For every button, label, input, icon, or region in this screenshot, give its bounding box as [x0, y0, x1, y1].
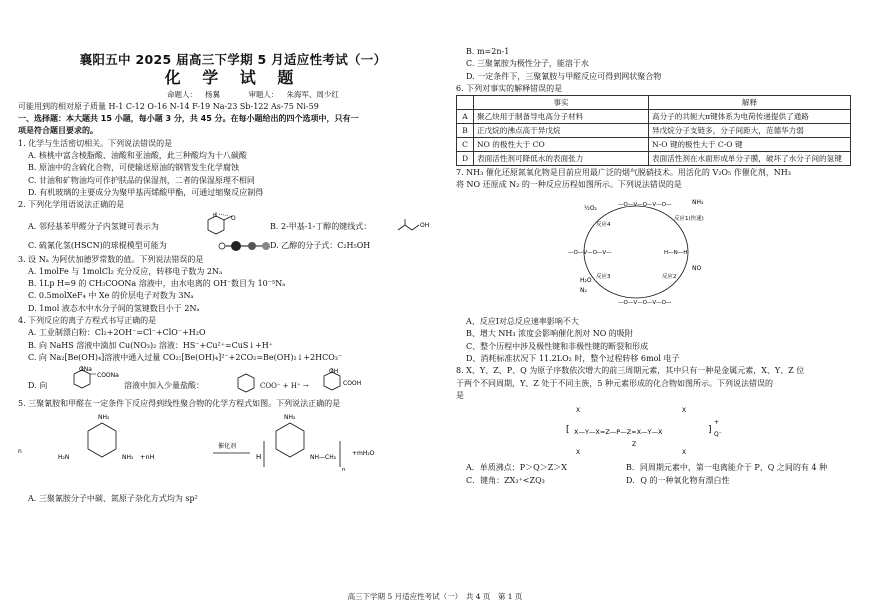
- q5-catalyst-label: 催化剂: [218, 442, 237, 450]
- atomic-masses: 可能用到的相对原子质量 H-1 C-12 O-16 N-14 F-19 Na-23 Sb-122 As-75 Ni-59: [18, 101, 319, 111]
- q8-option-d: D．Q 的一种氧化物有漂白性: [626, 476, 730, 486]
- no-label: NO: [692, 264, 702, 272]
- svg-text:Q⁻: Q⁻: [714, 431, 722, 439]
- q5-option-c: C. 三聚氰胺为极性分子，能溶于水: [466, 59, 589, 69]
- q8-options: [456, 462, 856, 490]
- svg-text:NH₂: NH₂: [122, 453, 134, 461]
- svg-text:NH₂: NH₂: [284, 413, 296, 421]
- o2-label: ½O₂: [584, 204, 597, 212]
- q5-n1: n: [18, 447, 22, 455]
- left-column: [18, 0, 448, 505]
- q7-stem-cont: 将 NO 还原成 N₂ 的一种反应历程如图所示。下列说法错误的是: [456, 180, 682, 190]
- melamine-polymer-equation: [18, 411, 448, 489]
- h2o-label: H₂O: [580, 276, 592, 284]
- q2-option-c: C. 硫氰化氢(HSCN)的球棍模型可能为: [28, 240, 167, 250]
- q1-option-b: B. 原油中的含硫化合物，可使输送原油的钢管发生化学腐蚀: [28, 163, 239, 173]
- svg-text:OH: OH: [420, 221, 430, 229]
- subject-title: 化 学 试 题: [164, 68, 302, 88]
- svg-text:O: O: [231, 214, 236, 222]
- header-explanation: 解释: [649, 96, 851, 110]
- svg-text:]: ]: [708, 425, 712, 436]
- q3-option-a: A. 1molFe 与 1molCl₂ 充分反应，转移电子数为 2Nₐ: [28, 266, 223, 276]
- skeletal-formula-2-methyl-butanol: [396, 216, 436, 236]
- svg-text:X: X: [682, 449, 687, 457]
- q8-option-c: C．键角：ZX₃⁺<ZQ₃: [466, 476, 545, 486]
- q8-stem: 8. X、Y、Z、P、Q 为原子序数依次增大的前三周期元素，其中只有一种是金属元素，X、Y、Z 位: [456, 366, 805, 376]
- q7-stem: 7. NH₃ 催化还原氮氧化物是目前应用最广泛的烟气脱硝技术。用活化的 V₂O₅ 作催化剂，NH₃: [456, 168, 791, 178]
- q8-stem-end: 是: [456, 390, 464, 400]
- q1-option-c: C. 甘油和矿物油均可作护肤品的保湿剂，二者的保湿原理不相同: [28, 175, 255, 185]
- q8-stem-cont: 于两个不同周期，Y、Z 处于不同主族，5 种元素形成的化合物如图所示。下列说法错误的: [456, 378, 774, 388]
- q4-oh-label: OH: [329, 368, 339, 376]
- table-header-row: [457, 96, 851, 110]
- q5-option-b: B. m=2n-1: [466, 47, 510, 56]
- authors-line: [58, 89, 448, 101]
- q2-option-d: D. 乙醇的分子式：C₂H₅OH: [270, 240, 371, 250]
- section-head: 一、选择题：本大题共 15 小题，每小题 3 分，共 45 分。在每小题给出的四个选项中，只有一: [18, 114, 359, 124]
- q7-option-b: B、增大 NH₃ 浓度会影响催化剂对 NO 的吸附: [466, 329, 633, 339]
- svg-text:H₂N: H₂N: [58, 453, 70, 461]
- q8-compound-structure: [456, 402, 856, 458]
- q2-option-a: A. 邻羟基苯甲醛分子内氢键可表示为: [28, 221, 159, 231]
- q3-option-d: D. 1mol 液态水中水分子间的氢键数目小于 2Nₐ: [28, 303, 200, 313]
- svg-text:X—Y—X=Z—P—Z=X—Y—X: X—Y—X=Z—P—Z=X—Y—X: [574, 428, 663, 437]
- reaction-1-label: 反应1(快速): [674, 215, 704, 222]
- q4-option-d: [18, 364, 448, 398]
- q1-stem: 1. 化学与生活密切相关。下列说法错误的是: [18, 138, 173, 148]
- q4-d-middle: 溶液中加入少量盐酸：: [124, 381, 204, 391]
- svg-text:+: +: [714, 419, 720, 427]
- author-name: 杨翼: [205, 89, 221, 99]
- svg-text:X: X: [576, 407, 581, 415]
- q7-option-a: A、反应Ⅰ对总反应速率影响不大: [466, 317, 579, 327]
- q5-water-label: +mH₂O: [352, 449, 375, 457]
- q2-option-b: B. 2-甲基-1-丁醇的键线式：: [270, 221, 372, 231]
- q8-option-a: A．单质沸点：P＞Q＞Z＞X: [466, 463, 567, 473]
- q1-option-a: A. 核桃中富含棱脂酸、油酸和亚油酸，此三种酸均为十八碳酸: [28, 151, 247, 161]
- sodium-phenoxide-benzoate-structure: [60, 364, 120, 396]
- phenoxide-ring-structure: [232, 370, 260, 396]
- q1-option-d: D. 有机玻璃的主要成分为聚甲基丙烯酸甲酯，可通过缩聚反应制得: [28, 187, 264, 197]
- nh3-label: NH₃: [692, 198, 704, 206]
- table-row: C NO 的极性大于 CO N-O 键的极性大于 C-O 键: [457, 138, 851, 152]
- table-row: B 正戊烷的沸点高于异戊烷 异戊烷分子支链多，分子间距大，范德华力弱: [457, 124, 851, 138]
- q4-ona-label: ONa: [79, 366, 92, 374]
- intramolecular-hbond-structure: [196, 212, 244, 238]
- q7-option-c: C、整个历程中涉及极性键和非极性键的断裂和形成: [466, 341, 649, 351]
- svg-text:X: X: [682, 407, 687, 415]
- table-row: A 聚乙炔用于制备导电高分子材料 高分子的共轭大π键体系为电荷传递提供了通路: [457, 110, 851, 124]
- q3-option-b: B. 1Lp H=9 的 CH₃COONa 溶液中，由水电离的 OH⁻数目为 10⁻⁵Nₐ: [28, 279, 286, 289]
- svg-text:Z: Z: [632, 441, 637, 449]
- reaction-2-label: 反应2: [662, 273, 677, 280]
- header-fact: 事实: [474, 96, 649, 110]
- svg-text:NH₂: NH₂: [98, 413, 110, 421]
- q2-stem: 2. 下列化学用语说法正确的是: [18, 200, 125, 210]
- svg-text:X: X: [576, 449, 581, 457]
- reaction-cycle-diagram: [456, 192, 856, 312]
- q4-stem: 4. 下列反应的离子方程式书写正确的是: [18, 316, 157, 326]
- q4-option-c: C. 向 Na₂[Be(OH)₄]溶液中通入过量 CO₂:[Be(OH)₄]²⁻+2CO₂=Be(OH)₂↓+2HCO₃⁻: [28, 352, 343, 362]
- q6-table: [456, 95, 851, 166]
- svg-text:NH—CH₂: NH—CH₂: [310, 453, 337, 461]
- q4-option-a: A. 工业制漂白粉：Cl₂+2OH⁻=Cl⁻+ClO⁻+H₂O: [28, 328, 206, 338]
- page-footer: 高三下学期 5 月适应性考试（一） 共 4 页 第 1 页: [347, 592, 523, 601]
- q4-coo-label: COO⁻ + H⁺ →: [260, 382, 309, 391]
- right-column: [456, 46, 856, 490]
- q6-stem: 6. 下列对事实的解释错误的是: [456, 83, 563, 93]
- reviewer-names: 朱海军、周少红: [286, 89, 339, 99]
- q2-row-ab: [18, 212, 448, 238]
- author-label: 命题人：: [167, 89, 198, 99]
- svg-text:H: H: [256, 452, 262, 461]
- q4-coona-label: COONa: [97, 372, 119, 380]
- svg-text:—O—V—O—V—O—: —O—V—O—V—O—: [618, 299, 672, 306]
- q5-option-a: A. 三聚氰胺分子中碳、氮原子杂化方式均为 sp²: [28, 493, 198, 503]
- exam-title: 襄阳五中 2025 届高三下学期 5 月适应性考试（一）: [79, 52, 387, 67]
- svg-text:H—N—H: H—N—H: [664, 249, 688, 256]
- q4-d-prefix: D. 向: [28, 381, 48, 391]
- reviewer-label: 审题人：: [248, 89, 279, 99]
- salicylic-acid-structure: [318, 366, 378, 396]
- reaction-4-label: 反应4: [596, 221, 611, 228]
- svg-text:H: H: [213, 212, 217, 219]
- q8-option-b: B．同周期元素中，第一电离能介于 P、Q 之间的有 4 种: [626, 463, 828, 473]
- q7-option-d: D、消耗标准状况下 11.2LO₂ 时，整个过程转移 6mol 电子: [466, 353, 680, 363]
- ball-stick-model: [216, 240, 274, 252]
- q3-stem: 3. 设 Nₐ 为阿伏加德罗常数的值。下列说法错误的是: [18, 254, 204, 264]
- q4-cooh-label: COOH: [343, 380, 362, 388]
- q5-option-d: D. 一定条件下，三聚氰胺与甲醛反应可得到网状聚合物: [466, 71, 662, 81]
- q2-row-cd: [18, 238, 448, 254]
- q5-stem: 5. 三聚氰胺和甲醛在一定条件下反应得到线性聚合物的化学方程式如图。下列说法正确的是: [18, 399, 341, 409]
- q3-option-c: C. 0.5molXeF₄ 中 Xe 的价层电子对数为 3Nₐ: [28, 291, 194, 301]
- q5-plus-label: +nH: [140, 452, 155, 461]
- n2-label: N₂: [580, 286, 587, 294]
- q5-n2: n: [342, 466, 346, 473]
- reaction-3-label: 反应3: [596, 273, 611, 280]
- svg-text:[: [: [566, 425, 570, 436]
- table-row: D 表面活性剂可降低水的表面张力 表面活性剂在水面形成单分子膜，破坏了水分子间的氢键: [457, 152, 851, 166]
- section-head-cont: 项是符合题目要求的。: [18, 126, 98, 136]
- svg-text:—O—V—O—V—O—: —O—V—O—V—O—: [618, 201, 672, 208]
- svg-text:—O—V—O—V—: —O—V—O—V—: [568, 249, 612, 256]
- q4-option-b: B. 向 NaHS 溶液中滴加 Cu(NO₃)₂ 溶液：HS⁻+Cu²⁺=CuS↓+H⁺: [28, 340, 273, 350]
